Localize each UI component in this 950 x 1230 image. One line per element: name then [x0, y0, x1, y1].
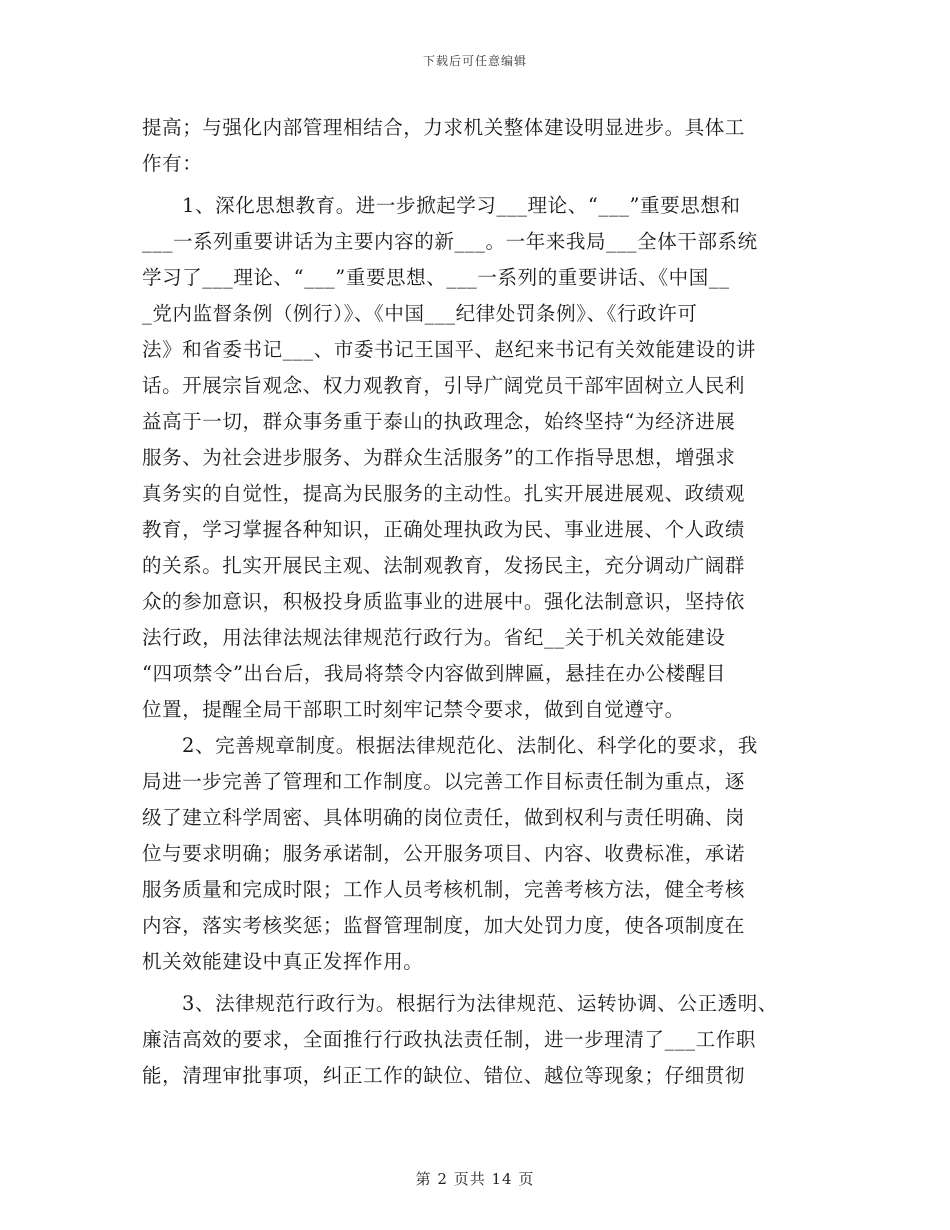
paragraph-start-line: 1、深化思想教育。进一步掀起学习___理论、“___”重要思想和	[182, 194, 741, 217]
text-line: 位置，提醒全局干部职工时刻牢记禁令要求，做到自觉遵守。	[142, 698, 685, 721]
text-line: 作有：	[142, 152, 203, 175]
text-line: 真务实的自觉性，提高为民服务的主动性。扎实开展进展观、政绩观	[142, 482, 746, 505]
text-line: ___一系列重要讲话为主要内容的新___。一年来我局___全体干部系统	[142, 230, 758, 253]
text-line: 级了建立科学周密、具体明确的岗位责任，做到权利与责任明确、岗	[142, 806, 746, 829]
text-line: 提高；与强化内部管理相结合，力求机关整体建设明显进步。具体工	[142, 116, 746, 139]
text-line: 服务质量和完成时限；工作人员考核机制，完善考核方法，健全考核	[142, 878, 746, 901]
text-line: 众的参加意识，积极投身质监事业的进展中。强化法制意识，坚持依	[142, 590, 746, 613]
page-header: 下载后可任意编辑	[422, 54, 527, 68]
text-line: 教育，学习掌握各种知识，正确处理执政为民、事业进展、个人政绩	[142, 518, 746, 541]
text-line: 机关效能建设中真正发挥作用。	[142, 950, 424, 973]
page-number-footer: 第 2 页共 14 页	[415, 1170, 535, 1188]
text-line: 位与要求明确；服务承诺制，公开服务项目、内容、收费标准，承诺	[142, 842, 746, 865]
text-line: 法》和省委书记___、市委书记王国平、赵纪来书记有关效能建设的讲	[142, 338, 756, 361]
text-line: _党内监督条例（例行）》、《中国___纪律处罚条例》、《行政许可	[142, 302, 698, 325]
document-body	[142, 110, 814, 1094]
text-line: 局进一步完善了管理和工作制度。以完善工作目标责任制为重点，逐	[142, 770, 746, 793]
text-line: 法行政，用法律法规法律规范行政行为。省纪__关于机关效能建设	[142, 626, 726, 649]
paragraph-start-line: 3、法律规范行政行为。根据行为法律规范、运转协调、公正透明、	[182, 992, 778, 1015]
text-line: 话。开展宗旨观念、权力观教育，引导广阔党员干部牢固树立人民利	[142, 374, 746, 397]
text-line: 的关系。扎实开展民主观、法制观教育，发扬民主，充分调动广阔群	[142, 554, 746, 577]
text-line: 学习了___理论、“___”重要思想、___一系列的重要讲话、《中国__	[142, 266, 730, 289]
text-line: 内容，落实考核奖惩；监督管理制度，加大处罚力度，使各项制度在	[142, 914, 746, 937]
text-line: 能，清理审批事项，纠正工作的缺位、错位、越位等现象；仔细贯彻	[142, 1064, 746, 1087]
paragraph-start-line: 2、完善规章制度。根据法律规范化、法制化、科学化的要求，我	[182, 734, 758, 757]
text-line: 益高于一切，群众事务重于泰山的执政理念，始终坚持“为经济进展	[142, 410, 736, 433]
text-line: “四项禁令”出台后，我局将禁令内容做到牌匾，悬挂在办公楼醒目	[142, 662, 726, 685]
text-line: 服务、为社会进步服务、为群众生活服务”的工作指导思想，增强求	[142, 446, 736, 469]
text-line: 廉洁高效的要求，全面推行行政执法责任制，进一步理清了___工作职	[142, 1028, 756, 1051]
